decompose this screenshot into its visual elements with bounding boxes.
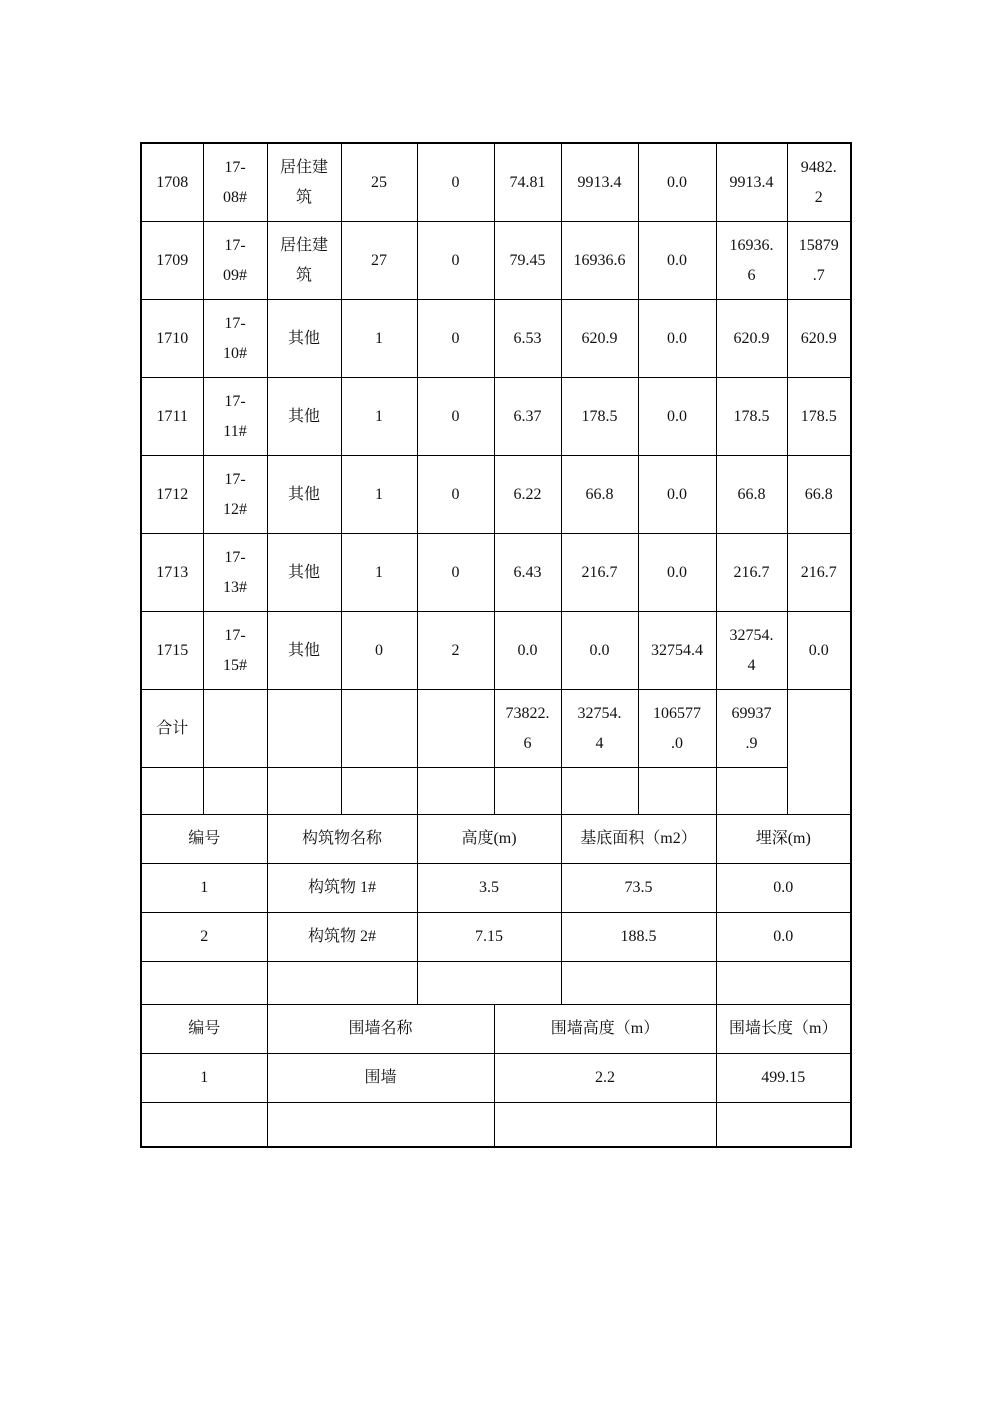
building-row [141, 378, 851, 456]
structure-height: 7.15 [417, 913, 561, 962]
wall-name: 围墙 [267, 1054, 494, 1103]
area-above: 16936.6 [561, 222, 638, 300]
building-id: 1711 [141, 378, 203, 456]
blank-row [141, 768, 851, 815]
building-row [141, 456, 851, 534]
building-height: 6.43 [494, 534, 561, 612]
floors-below: 0 [417, 300, 494, 378]
building-type: 其他 [267, 300, 341, 378]
area-above: 0.0 [561, 612, 638, 690]
area-above: 216.7 [561, 534, 638, 612]
base-area: 15879 .7 [787, 222, 851, 300]
building-code: 17- 15# [203, 612, 267, 690]
empty-cell [341, 690, 417, 768]
area-below: 0.0 [638, 222, 716, 300]
building-type: 其他 [267, 456, 341, 534]
empty-cell [267, 690, 341, 768]
floors-above: 1 [341, 456, 417, 534]
building-row [141, 612, 851, 690]
building-row [141, 534, 851, 612]
building-code: 17- 10# [203, 300, 267, 378]
building-code: 17- 11# [203, 378, 267, 456]
building-row [141, 300, 851, 378]
structures-header-no: 编号 [141, 815, 267, 864]
walls-header-height: 围墙高度（m） [494, 1005, 716, 1054]
wall-row [141, 1054, 851, 1103]
floors-above: 1 [341, 378, 417, 456]
floors-below: 0 [417, 456, 494, 534]
base-area: 9482. 2 [787, 143, 851, 222]
area-above: 178.5 [561, 378, 638, 456]
area-below: 0.0 [638, 300, 716, 378]
structure-name: 构筑物 2# [267, 913, 417, 962]
total-label: 合计 [141, 690, 203, 768]
building-row [141, 143, 851, 222]
area-total: 216.7 [716, 534, 787, 612]
building-type: 其他 [267, 612, 341, 690]
building-id: 1715 [141, 612, 203, 690]
area-total: 66.8 [716, 456, 787, 534]
area-total: 32754. 4 [716, 612, 787, 690]
blank-row [141, 962, 851, 1005]
area-below: 32754.4 [638, 612, 716, 690]
building-height: 0.0 [494, 612, 561, 690]
structure-depth: 0.0 [716, 864, 851, 913]
building-id: 1712 [141, 456, 203, 534]
walls-header-no: 编号 [141, 1005, 267, 1054]
base-area: 66.8 [787, 456, 851, 534]
total-area-above: 73822. 6 [494, 690, 561, 768]
walls-header-row [141, 1005, 851, 1054]
floors-below: 0 [417, 378, 494, 456]
building-height: 74.81 [494, 143, 561, 222]
area-total: 16936. 6 [716, 222, 787, 300]
structures-header-name: 构筑物名称 [267, 815, 417, 864]
area-total: 178.5 [716, 378, 787, 456]
structure-name: 构筑物 1# [267, 864, 417, 913]
floors-below: 0 [417, 143, 494, 222]
structure-height: 3.5 [417, 864, 561, 913]
building-id: 1708 [141, 143, 203, 222]
building-type: 居住建 筑 [267, 222, 341, 300]
building-code: 17- 12# [203, 456, 267, 534]
base-area: 620.9 [787, 300, 851, 378]
area-total: 9913.4 [716, 143, 787, 222]
area-below: 0.0 [638, 456, 716, 534]
walls-header-length: 围墙长度（m） [716, 1005, 851, 1054]
building-id: 1710 [141, 300, 203, 378]
area-total: 620.9 [716, 300, 787, 378]
total-base-area: 69937 .9 [716, 690, 787, 768]
area-above: 66.8 [561, 456, 638, 534]
building-height: 6.53 [494, 300, 561, 378]
structure-row [141, 864, 851, 913]
floors-above: 25 [341, 143, 417, 222]
area-above: 620.9 [561, 300, 638, 378]
floors-above: 27 [341, 222, 417, 300]
structures-header-row [141, 815, 851, 864]
structure-depth: 0.0 [716, 913, 851, 962]
floors-below: 2 [417, 612, 494, 690]
area-below: 0.0 [638, 378, 716, 456]
building-row [141, 222, 851, 300]
base-area: 0.0 [787, 612, 851, 690]
floors-above: 1 [341, 300, 417, 378]
structures-header-height: 高度(m) [417, 815, 561, 864]
base-area: 178.5 [787, 378, 851, 456]
blank-row [141, 1103, 851, 1148]
empty-cell [203, 690, 267, 768]
structure-row [141, 913, 851, 962]
total-area-total: 106577 .0 [638, 690, 716, 768]
building-height: 6.37 [494, 378, 561, 456]
area-below: 0.0 [638, 534, 716, 612]
area-above: 9913.4 [561, 143, 638, 222]
structure-base-area: 188.5 [561, 913, 716, 962]
building-type: 其他 [267, 378, 341, 456]
floors-below: 0 [417, 534, 494, 612]
wall-no: 1 [141, 1054, 267, 1103]
floors-above: 1 [341, 534, 417, 612]
building-code: 17- 09# [203, 222, 267, 300]
building-code: 17- 13# [203, 534, 267, 612]
total-row [141, 690, 851, 768]
building-id: 1713 [141, 534, 203, 612]
structure-no: 2 [141, 913, 267, 962]
building-area-table [140, 142, 852, 1148]
structure-base-area: 73.5 [561, 864, 716, 913]
total-area-below: 32754. 4 [561, 690, 638, 768]
walls-header-name: 围墙名称 [267, 1005, 494, 1054]
building-code: 17- 08# [203, 143, 267, 222]
floors-below: 0 [417, 222, 494, 300]
wall-height: 2.2 [494, 1054, 716, 1103]
base-area: 216.7 [787, 534, 851, 612]
empty-cell [417, 690, 494, 768]
building-height: 6.22 [494, 456, 561, 534]
floors-above: 0 [341, 612, 417, 690]
structures-header-base-area: 基底面积（m2） [561, 815, 716, 864]
building-id: 1709 [141, 222, 203, 300]
structures-header-depth: 埋深(m) [716, 815, 851, 864]
area-below: 0.0 [638, 143, 716, 222]
building-height: 79.45 [494, 222, 561, 300]
building-type: 其他 [267, 534, 341, 612]
wall-length: 499.15 [716, 1054, 851, 1103]
building-type: 居住建 筑 [267, 143, 341, 222]
structure-no: 1 [141, 864, 267, 913]
